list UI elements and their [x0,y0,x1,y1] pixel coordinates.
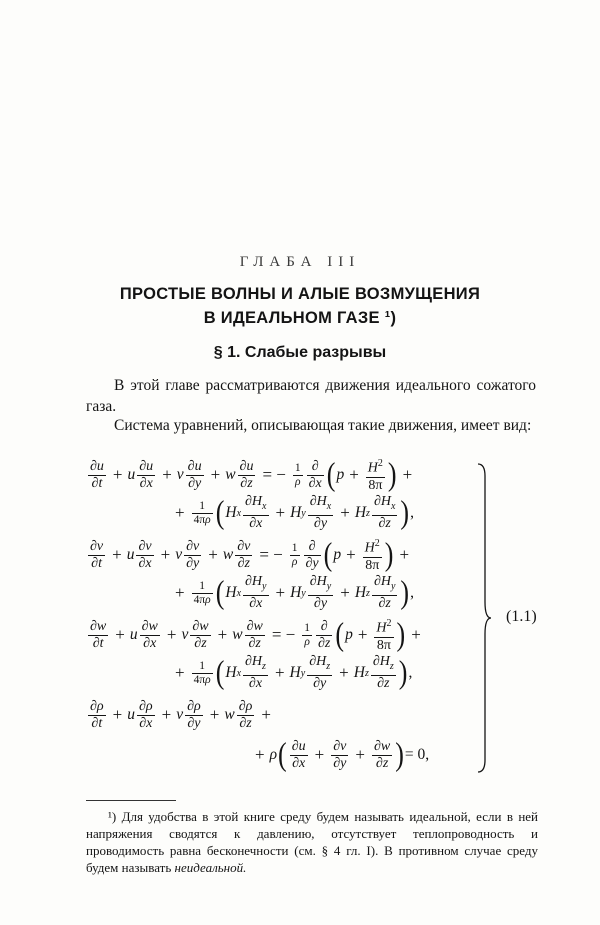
section-title: § 1. Слабые разрывы [213,344,387,361]
equation-v-line2: + $\frac{1}{4\pi\rho}$ ( H x $\frac{\partial H_y}{\partial x}$ + H y $\frac{\partial H_y}{\partial y}$ + H z $\frac{\partial H_y}{\partial z}$ ) , [175,574,414,611]
equation-number: (1.1) [506,608,537,625]
chapter-title-line1: ПРОСТЫЕ ВОЛНЫ И АЛЫЕ ВОЗМУЩЕНИЯ [119,285,481,303]
footnote-text: Для удобства в этой книге среду будем называть идеальной, если в ней напряжения сводятся к давлению, отсутствует теплопроводность и проводимость равна бесконечности (см. § 4 гл. I). В противном случае среду будем называть [86,809,539,875]
equation-v-line1: $\frac{\partial v}{\partial t}$ + u $\frac{\partial v}{\partial x}$ + v $\frac{\partial v}{\partial y}$ + w $\frac{\partial v}{\partial z}$ = − $\frac{1}{\rho}$ $\frac{\partial}{\partial y}$ ( p + $\frac{H^2}{8\pi}$ ) + [90,536,410,573]
equation-w-line2: + $\frac{1}{4\pi\rho}$ ( H x $\frac{\partial H_z}{\partial x}$ + H y $\frac{\partial H_z}{\partial y}$ + H z $\frac{\partial H_z}{\partial z}$ ) , [175,654,413,691]
chapter-title-line2: В ИДЕАЛЬНОМ ГАЗЕ ¹) [203,309,397,327]
footnote-mark: ¹) [108,809,117,824]
equation-system [86,456,486,775]
equation-rho-line2: + ρ ( $\frac{\partial u}{\partial x}$ + $\frac{\partial v}{\partial y}$ + $\frac{\partial w}{\partial z}$ ) = 0, [255,736,430,773]
chapter-title [0,282,600,330]
equation-u-line1: $\frac{\partial u}{\partial t}$ + u $\frac{\partial u}{\partial x}$ + v $\frac{\partial u}{\partial y}$ + w $\frac{\partial u}{\partial z}$ = − $\frac{1}{\rho}$ $\frac{\partial}{\partial x}$ ( p + $\frac{H^2}{8\pi}$ ) + [90,456,413,493]
paragraph-intro: В этой главе рассматриваются движения идеального сожатого газа. [86,377,536,415]
equation-u-line2: + $\frac{1}{4\pi\rho}$ ( H x $\frac{\partial H_x}{\partial x}$ + H y $\frac{\partial H_x}{\partial y}$ + H z $\frac{\partial H_x}{\partial z}$ ) , [175,494,414,531]
equation-rho-line1: $\frac{\partial\rho}{\partial t}$ + u $\frac{\partial\rho}{\partial x}$ + v $\frac{\partial\rho}{\partial y}$ + w $\frac{\partial\rho}{\partial z}$ + [90,698,271,731]
footnote-emphasis: неидеальной. [174,860,247,875]
footnote-divider [86,800,176,801]
equation-w-line1: $\frac{\partial w}{\partial t}$ + u $\frac{\partial w}{\partial x}$ + v $\frac{\partial w}{\partial z}$ + w $\frac{\partial w}{\partial z}$ = − $\frac{1}{\rho}$ $\frac{\partial}{\partial z}$ ( p + $\frac{H^2}{8\pi}$ ) + [90,616,421,653]
paragraph-system: Система уравнений, описывающая такие движения, имеет вид: [114,417,532,434]
footnote [86,808,538,876]
equation-tail: = 0, [404,746,430,763]
right-brace-icon [476,462,492,774]
chapter-label: ГЛАБА III [239,254,361,270]
